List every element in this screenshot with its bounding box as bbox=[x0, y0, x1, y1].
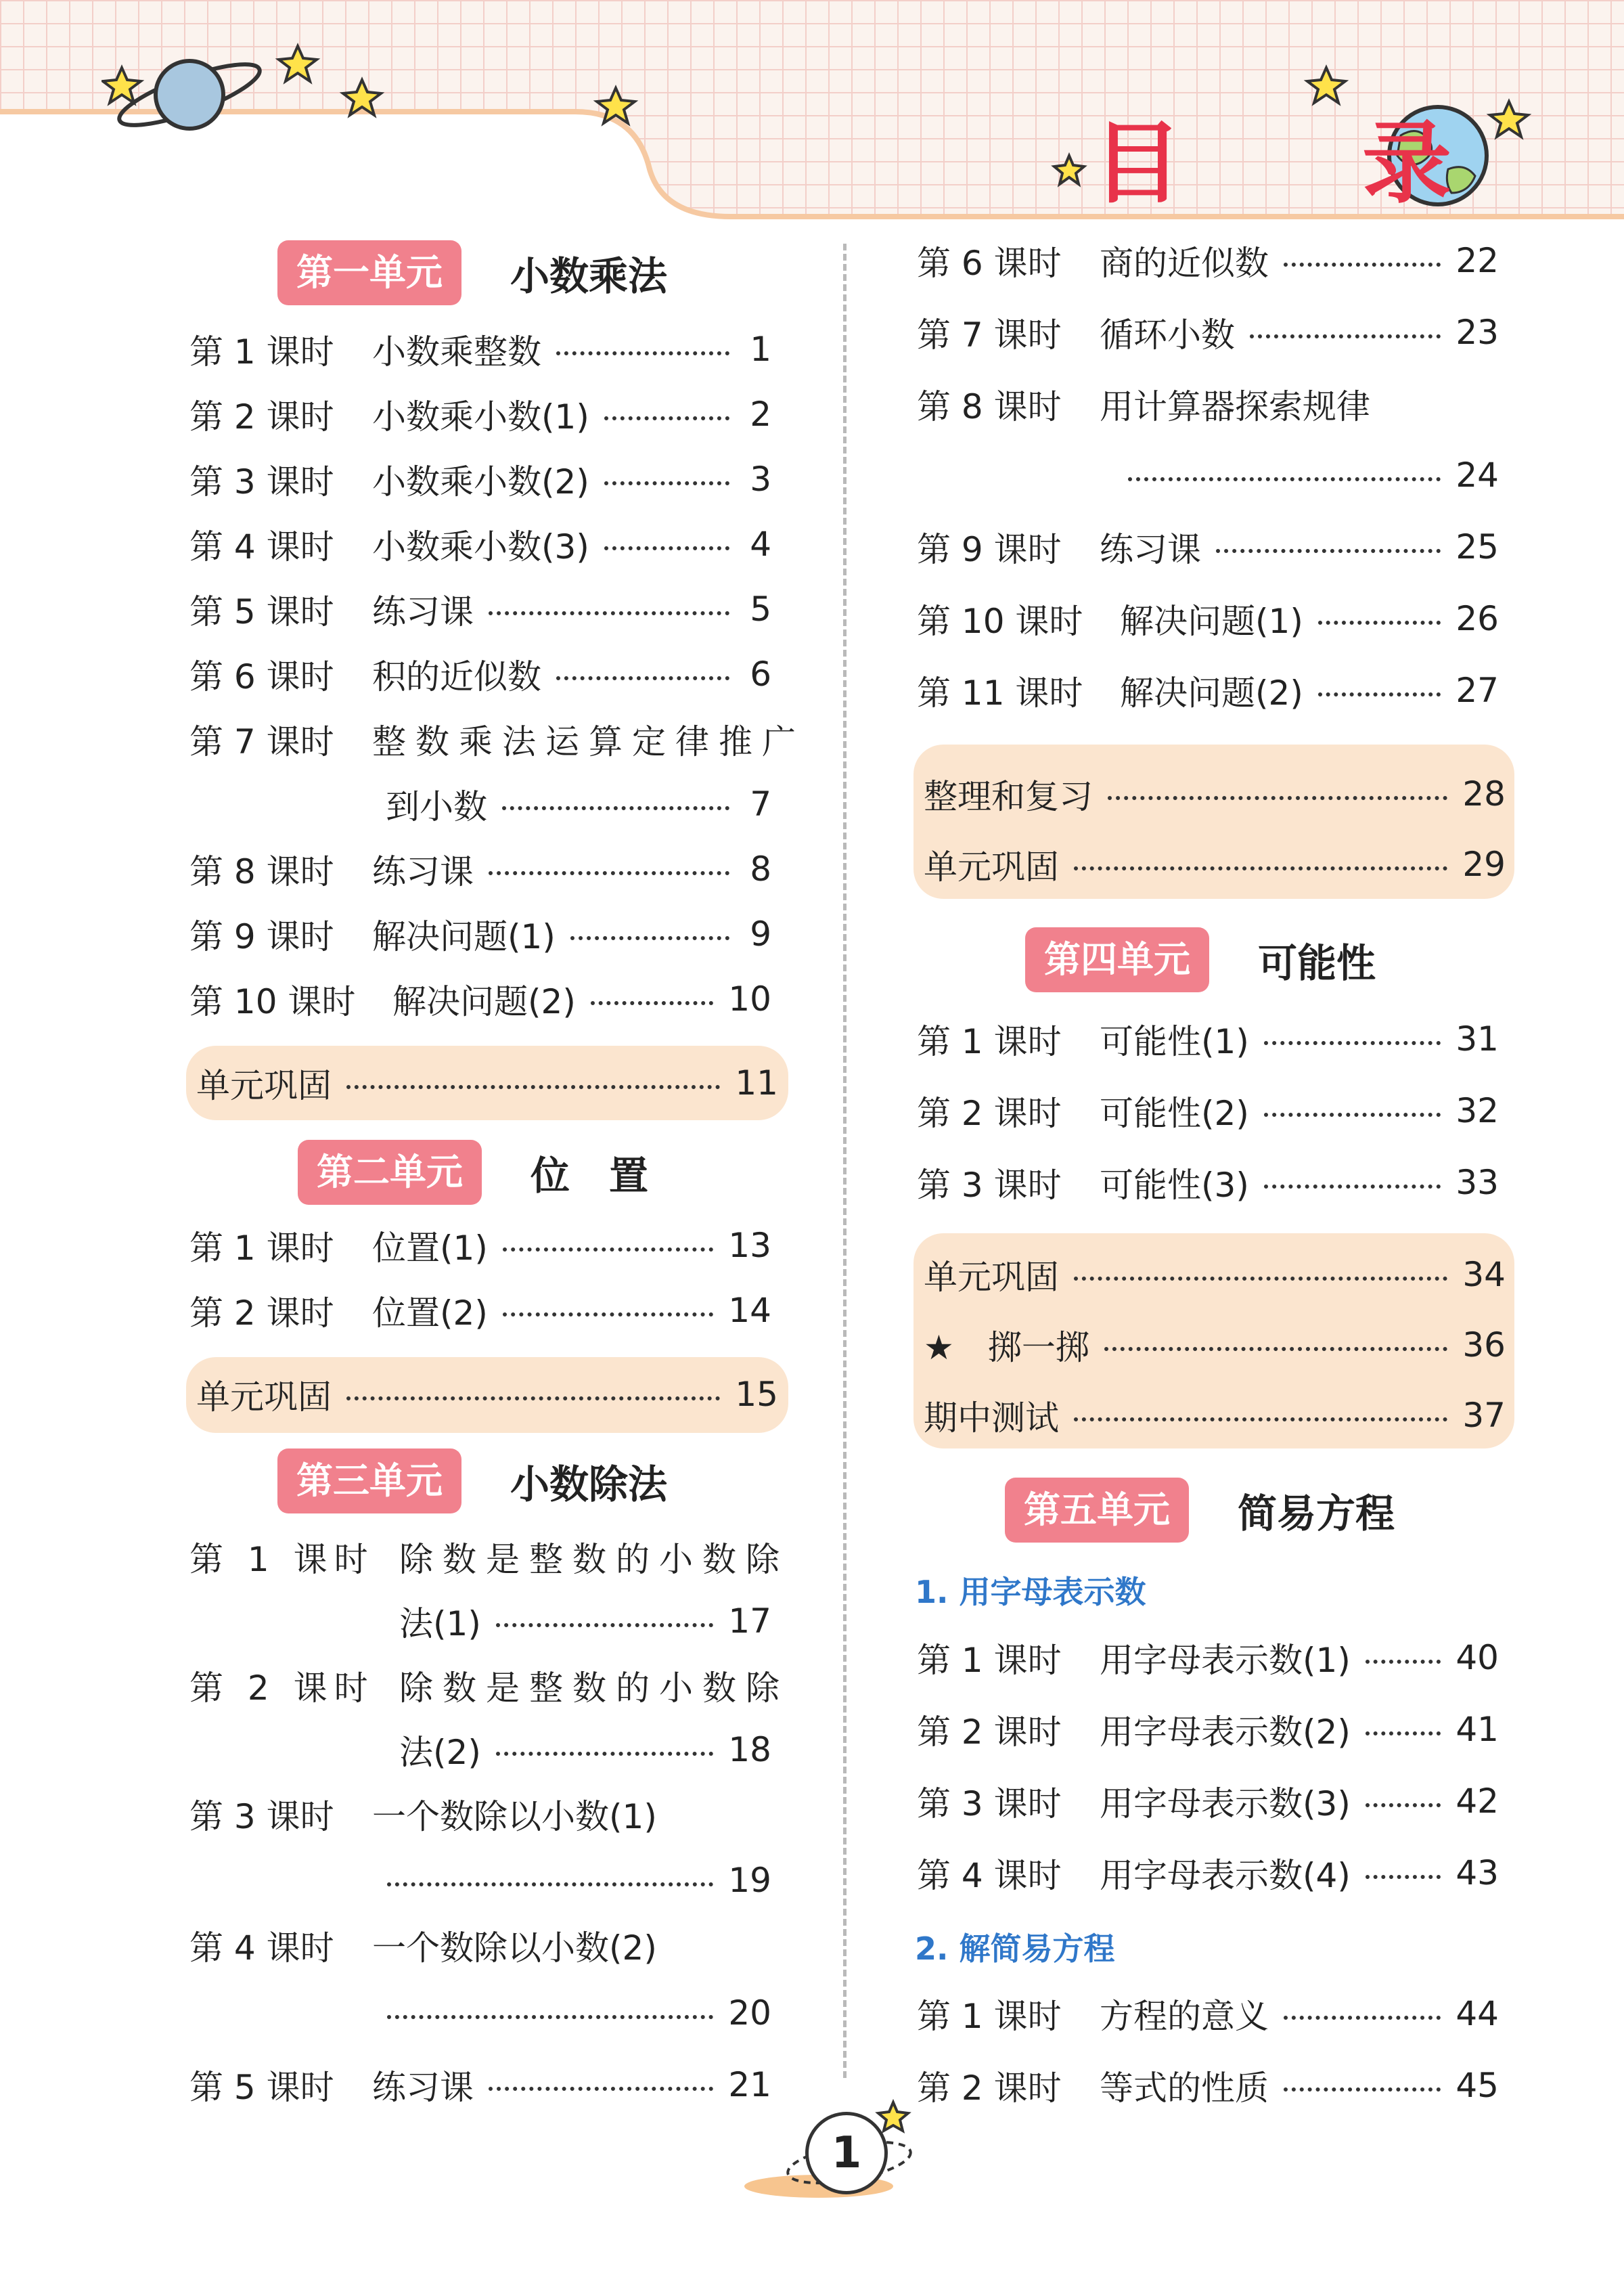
saturn-planet-icon bbox=[114, 53, 266, 137]
page-ref: 41 bbox=[1456, 1710, 1499, 1749]
toc-entry-review[interactable] bbox=[924, 1318, 1506, 1372]
toc-entry-continuation[interactable] bbox=[189, 777, 771, 831]
page-ref: 40 bbox=[1456, 1638, 1499, 1677]
star-icon bbox=[1054, 156, 1084, 184]
leader-dots bbox=[346, 1396, 720, 1400]
toc-entry[interactable] bbox=[917, 592, 1499, 646]
toc-entry-continuation[interactable] bbox=[189, 1594, 771, 1648]
unit-name: 小数除法 bbox=[510, 1461, 668, 1507]
page-title: 目 录 bbox=[1093, 112, 1526, 216]
toc-entry-review[interactable] bbox=[924, 1388, 1506, 1442]
page-ref: 36 bbox=[1462, 1325, 1506, 1365]
toc-entry[interactable] bbox=[189, 2058, 771, 2112]
lesson-label: 第 4 课时 bbox=[189, 527, 334, 567]
page-ref: 24 bbox=[1456, 456, 1499, 495]
star-icon bbox=[878, 2102, 908, 2131]
leader-dots bbox=[503, 1247, 714, 1252]
lesson-label: 第 9 课时 bbox=[189, 917, 334, 956]
review-topic: 单元巩固 bbox=[196, 1066, 332, 1105]
unit-name: 可能性 bbox=[1258, 940, 1376, 986]
toc-entry[interactable] bbox=[917, 234, 1499, 288]
leader-dots bbox=[1366, 1875, 1441, 1879]
lesson-topic: 除数是整数的小数除 bbox=[399, 1668, 789, 1708]
page-ref: 22 bbox=[1456, 241, 1499, 280]
lesson-topic: 用字母表示数(2) bbox=[1100, 1712, 1351, 1752]
leader-dots bbox=[604, 546, 729, 550]
page-ref: 3 bbox=[750, 460, 771, 499]
lesson-label: 第 3 课时 bbox=[189, 1797, 334, 1836]
leader-dots bbox=[1104, 1347, 1448, 1351]
lesson-label: 第 3 课时 bbox=[189, 462, 334, 502]
toc-entry[interactable] bbox=[917, 305, 1499, 359]
toc-entry-review[interactable] bbox=[924, 1247, 1506, 1302]
toc-entry-review[interactable] bbox=[924, 837, 1506, 891]
page-ref: 17 bbox=[728, 1601, 771, 1641]
toc-entry[interactable] bbox=[917, 520, 1499, 574]
lesson-label: 第 4 课时 bbox=[917, 1856, 1062, 1895]
page-ref: 44 bbox=[1456, 1994, 1499, 2033]
leader-dots bbox=[1264, 1185, 1441, 1189]
lesson-label: 第 1 课时 bbox=[917, 1022, 1062, 1061]
leader-dots bbox=[1366, 1731, 1441, 1735]
leader-dots bbox=[387, 1882, 713, 1886]
lesson-label: 第 1 课时 bbox=[189, 1540, 375, 1579]
lesson-label: 第 1 课时 bbox=[189, 1229, 334, 1268]
leader-dots bbox=[496, 1623, 714, 1627]
leader-dots bbox=[1318, 692, 1441, 696]
lesson-label: 第 2 课时 bbox=[917, 1094, 1062, 1133]
review-topic: 单元巩固 bbox=[924, 847, 1059, 887]
leader-dots bbox=[1074, 1277, 1447, 1281]
leader-dots bbox=[489, 871, 729, 875]
planet-stars-decoration bbox=[102, 41, 643, 162]
toc-entry-continuation[interactable] bbox=[189, 1723, 771, 1777]
lesson-label: 第 4 课时 bbox=[189, 1928, 334, 1968]
leader-dots bbox=[556, 351, 729, 355]
unit-badge: 第三单元 bbox=[277, 1448, 461, 1513]
page-ref: 15 bbox=[735, 1375, 778, 1414]
toc-entry[interactable] bbox=[917, 1155, 1499, 1210]
page-ref: 4 bbox=[750, 525, 771, 564]
toc-entry[interactable] bbox=[917, 377, 1499, 431]
toc-entry-continuation[interactable] bbox=[189, 1853, 771, 1907]
lesson-topic: 练习课 bbox=[372, 2068, 474, 2107]
leader-dots bbox=[387, 2015, 713, 2019]
lesson-topic: 用字母表示数(4) bbox=[1100, 1856, 1351, 1895]
leader-dots bbox=[1074, 1417, 1447, 1421]
lesson-topic: 方程的意义 bbox=[1100, 1997, 1269, 2036]
toc-entry[interactable] bbox=[189, 1218, 771, 1273]
lesson-topic: 小数乘小数(3) bbox=[372, 527, 589, 567]
leader-dots bbox=[1284, 2087, 1441, 2092]
lesson-label: 第 1 课时 bbox=[189, 332, 334, 372]
toc-entry[interactable] bbox=[189, 712, 805, 766]
page-ref: 26 bbox=[1456, 599, 1499, 638]
lesson-topic: 练习课 bbox=[372, 592, 474, 632]
page-ref: 32 bbox=[1456, 1091, 1499, 1130]
review-topic: 单元巩固 bbox=[924, 1258, 1059, 1297]
leader-dots bbox=[604, 481, 729, 485]
leader-dots bbox=[1264, 1041, 1441, 1045]
lesson-topic: 可能性(2) bbox=[1100, 1094, 1249, 1133]
lesson-topic: 小数乘小数(2) bbox=[372, 462, 589, 502]
page-ref: 11 bbox=[735, 1063, 778, 1103]
lesson-label: 第 10 课时 bbox=[917, 602, 1083, 641]
lesson-topic: 等式的性质 bbox=[1100, 2068, 1269, 2108]
page-ref: 9 bbox=[750, 914, 771, 954]
page-number: 1 bbox=[805, 2112, 888, 2194]
lesson-topic: 解决问题(1) bbox=[1120, 602, 1303, 641]
lesson-topic: 整数乘法运算定律推广 bbox=[372, 722, 805, 761]
leader-dots bbox=[1128, 477, 1441, 481]
toc-entry[interactable] bbox=[917, 1631, 1499, 1685]
page-ref: 5 bbox=[750, 590, 771, 629]
toc-entry[interactable] bbox=[189, 1787, 771, 1841]
leader-dots bbox=[1284, 263, 1441, 267]
toc-entry[interactable] bbox=[189, 907, 771, 961]
lesson-topic: 位置(2) bbox=[372, 1293, 488, 1333]
page-ref: 27 bbox=[1456, 671, 1499, 710]
toc-entry[interactable] bbox=[189, 972, 771, 1026]
page-ref: 21 bbox=[728, 2065, 771, 2104]
unit-header bbox=[277, 1448, 667, 1513]
page-ref: 20 bbox=[728, 1993, 771, 2033]
lesson-topic: 可能性(1) bbox=[1100, 1022, 1249, 1061]
leader-dots bbox=[591, 1001, 714, 1005]
lesson-topic: 用计算器探索规律 bbox=[1100, 387, 1370, 426]
page-ref: 29 bbox=[1462, 845, 1506, 884]
page-ref: 2 bbox=[750, 395, 771, 434]
toc-entry[interactable] bbox=[917, 1084, 1499, 1138]
unit-name: 位 置 bbox=[531, 1153, 649, 1199]
page-ref: 7 bbox=[750, 784, 771, 824]
leader-dots bbox=[503, 1312, 714, 1316]
page-ref: 42 bbox=[1456, 1782, 1499, 1821]
toc-entry[interactable] bbox=[917, 663, 1499, 717]
lesson-topic: 可能性(3) bbox=[1100, 1166, 1249, 1205]
review-topic: 整理和复习 bbox=[924, 777, 1093, 816]
page-ref: 19 bbox=[728, 1861, 771, 1900]
unit-badge: 第一单元 bbox=[277, 240, 461, 305]
star-icon bbox=[103, 68, 141, 103]
lesson-label: 第 2 课时 bbox=[917, 2068, 1062, 2108]
toc-entry-review[interactable] bbox=[196, 1056, 778, 1110]
toc-entry[interactable] bbox=[917, 1774, 1499, 1828]
unit-header bbox=[1005, 1478, 1395, 1543]
lesson-topic: 小数乘小数(1) bbox=[372, 397, 589, 437]
unit-header bbox=[277, 240, 667, 305]
page-ref: 31 bbox=[1456, 1019, 1499, 1059]
toc-entry[interactable] bbox=[189, 1658, 789, 1712]
lesson-topic: 循环小数 bbox=[1100, 315, 1235, 355]
lesson-label: 第 2 课时 bbox=[917, 1712, 1062, 1752]
toc-entry[interactable] bbox=[917, 1846, 1499, 1900]
page-ref: 23 bbox=[1456, 313, 1499, 352]
lesson-label: 第 3 课时 bbox=[917, 1784, 1062, 1823]
page-ref: 34 bbox=[1462, 1255, 1506, 1294]
page-ref: 13 bbox=[728, 1226, 771, 1265]
lesson-topic: 小数乘整数 bbox=[372, 332, 541, 372]
lesson-topic: 法(1) bbox=[399, 1604, 481, 1643]
leader-dots bbox=[1216, 549, 1441, 553]
toc-entry[interactable] bbox=[189, 322, 771, 376]
leader-dots bbox=[496, 1752, 714, 1756]
toc-entry[interactable] bbox=[917, 1702, 1499, 1756]
review-topic: 单元巩固 bbox=[196, 1377, 332, 1417]
lesson-topic: 法(2) bbox=[399, 1733, 481, 1772]
leader-dots bbox=[1264, 1113, 1441, 1117]
page-ref: 33 bbox=[1456, 1163, 1499, 1202]
toc-entry[interactable] bbox=[189, 582, 771, 636]
column-divider bbox=[843, 244, 847, 2078]
star-icon bbox=[279, 46, 317, 81]
toc-entry[interactable] bbox=[189, 647, 771, 701]
leader-dots bbox=[489, 611, 729, 615]
leader-dots bbox=[1074, 866, 1447, 870]
leader-dots bbox=[489, 2087, 713, 2091]
review-topic: ★ 掷一掷 bbox=[924, 1328, 1089, 1367]
unit-header bbox=[1025, 927, 1376, 992]
lesson-topic: 用字母表示数(3) bbox=[1100, 1784, 1351, 1823]
lesson-topic: 解决问题(2) bbox=[1120, 673, 1303, 713]
lesson-topic: 到小数 bbox=[386, 787, 487, 826]
unit-badge: 第四单元 bbox=[1025, 927, 1209, 992]
toc-entry[interactable] bbox=[189, 1530, 789, 1584]
unit-name: 小数乘法 bbox=[510, 253, 668, 299]
unit-header bbox=[298, 1140, 648, 1205]
lesson-label: 第 5 课时 bbox=[189, 592, 334, 632]
page-ref: 6 bbox=[750, 655, 771, 694]
lesson-topic: 解决问题(2) bbox=[392, 982, 576, 1021]
page-ref: 25 bbox=[1456, 527, 1499, 567]
leader-dots bbox=[346, 1085, 720, 1089]
subsection-heading: 2. 解简易方程 bbox=[915, 1930, 1115, 1967]
lesson-label: 第 6 课时 bbox=[917, 244, 1062, 283]
subsection-heading: 1. 用字母表示数 bbox=[915, 1574, 1146, 1610]
star-icon bbox=[597, 88, 635, 123]
toc-entry-continuation[interactable] bbox=[917, 448, 1499, 502]
lesson-label: 第 8 课时 bbox=[917, 387, 1062, 426]
lesson-label: 第 7 课时 bbox=[189, 722, 334, 761]
lesson-label: 第 2 课时 bbox=[189, 1293, 334, 1333]
page-ref: 37 bbox=[1462, 1396, 1506, 1435]
toc-entry[interactable] bbox=[189, 1918, 771, 1972]
lesson-topic: 商的近似数 bbox=[1100, 244, 1269, 283]
toc-entry[interactable] bbox=[917, 1987, 1499, 2041]
page-ref: 8 bbox=[750, 849, 771, 889]
lesson-topic: 一个数除以小数(1) bbox=[372, 1797, 657, 1836]
lesson-topic: 解决问题(1) bbox=[372, 917, 556, 956]
leader-dots bbox=[502, 806, 729, 810]
toc-entry[interactable] bbox=[189, 842, 771, 896]
lesson-topic: 积的近似数 bbox=[372, 657, 541, 696]
toc-entry[interactable] bbox=[189, 517, 771, 571]
toc-entry-review[interactable] bbox=[196, 1367, 778, 1421]
toc-entry-review[interactable] bbox=[924, 767, 1506, 821]
toc-entry[interactable] bbox=[917, 2058, 1499, 2112]
leader-dots bbox=[1366, 1660, 1441, 1664]
lesson-label: 第 6 课时 bbox=[189, 657, 334, 696]
toc-entry[interactable] bbox=[189, 387, 771, 441]
page-ref: 10 bbox=[728, 979, 771, 1019]
toc-entry-continuation[interactable] bbox=[189, 1986, 771, 2040]
page-ref: 45 bbox=[1456, 2066, 1499, 2105]
leader-dots bbox=[1108, 796, 1447, 800]
leader-dots bbox=[1318, 621, 1441, 625]
page-ref: 1 bbox=[750, 330, 771, 369]
toc-entry[interactable] bbox=[917, 1012, 1499, 1066]
lesson-label: 第 8 课时 bbox=[189, 852, 334, 891]
lesson-label: 第 5 课时 bbox=[189, 2068, 334, 2107]
leader-dots bbox=[604, 416, 729, 420]
leader-dots bbox=[570, 936, 729, 940]
page-ref: 18 bbox=[728, 1730, 771, 1769]
leader-dots bbox=[1366, 1803, 1441, 1807]
lesson-topic: 位置(1) bbox=[372, 1229, 488, 1268]
toc-entry[interactable] bbox=[189, 1283, 771, 1337]
lesson-topic: 除数是整数的小数除 bbox=[399, 1540, 789, 1579]
unit-badge: 第五单元 bbox=[1005, 1478, 1189, 1543]
lesson-label: 第 9 课时 bbox=[917, 530, 1062, 569]
unit-name: 简易方程 bbox=[1238, 1490, 1395, 1536]
lesson-label: 第 1 课时 bbox=[917, 1997, 1062, 2036]
lesson-label: 第 11 课时 bbox=[917, 673, 1083, 713]
lesson-topic: 练习课 bbox=[1100, 530, 1201, 569]
lesson-label: 第 2 课时 bbox=[189, 397, 334, 437]
page-ref: 43 bbox=[1456, 1853, 1499, 1893]
page-ref: 28 bbox=[1462, 774, 1506, 814]
page-ref: 14 bbox=[728, 1291, 771, 1330]
lesson-topic: 一个数除以小数(2) bbox=[372, 1928, 657, 1968]
lesson-label: 第 10 课时 bbox=[189, 982, 356, 1021]
review-topic: 期中测试 bbox=[924, 1398, 1059, 1438]
leader-dots bbox=[1250, 334, 1441, 338]
lesson-label: 第 3 课时 bbox=[917, 1166, 1062, 1205]
unit-badge: 第二单元 bbox=[298, 1140, 482, 1205]
lesson-label: 第 2 课时 bbox=[189, 1668, 375, 1708]
lesson-label: 第 1 课时 bbox=[917, 1641, 1062, 1680]
lesson-topic: 练习课 bbox=[372, 852, 474, 891]
star-icon bbox=[343, 80, 381, 115]
lesson-topic: 用字母表示数(1) bbox=[1100, 1641, 1351, 1680]
lesson-label: 第 7 课时 bbox=[917, 315, 1062, 355]
leader-dots bbox=[1284, 2016, 1441, 2020]
leader-dots bbox=[556, 676, 729, 680]
toc-entry[interactable] bbox=[189, 452, 771, 506]
